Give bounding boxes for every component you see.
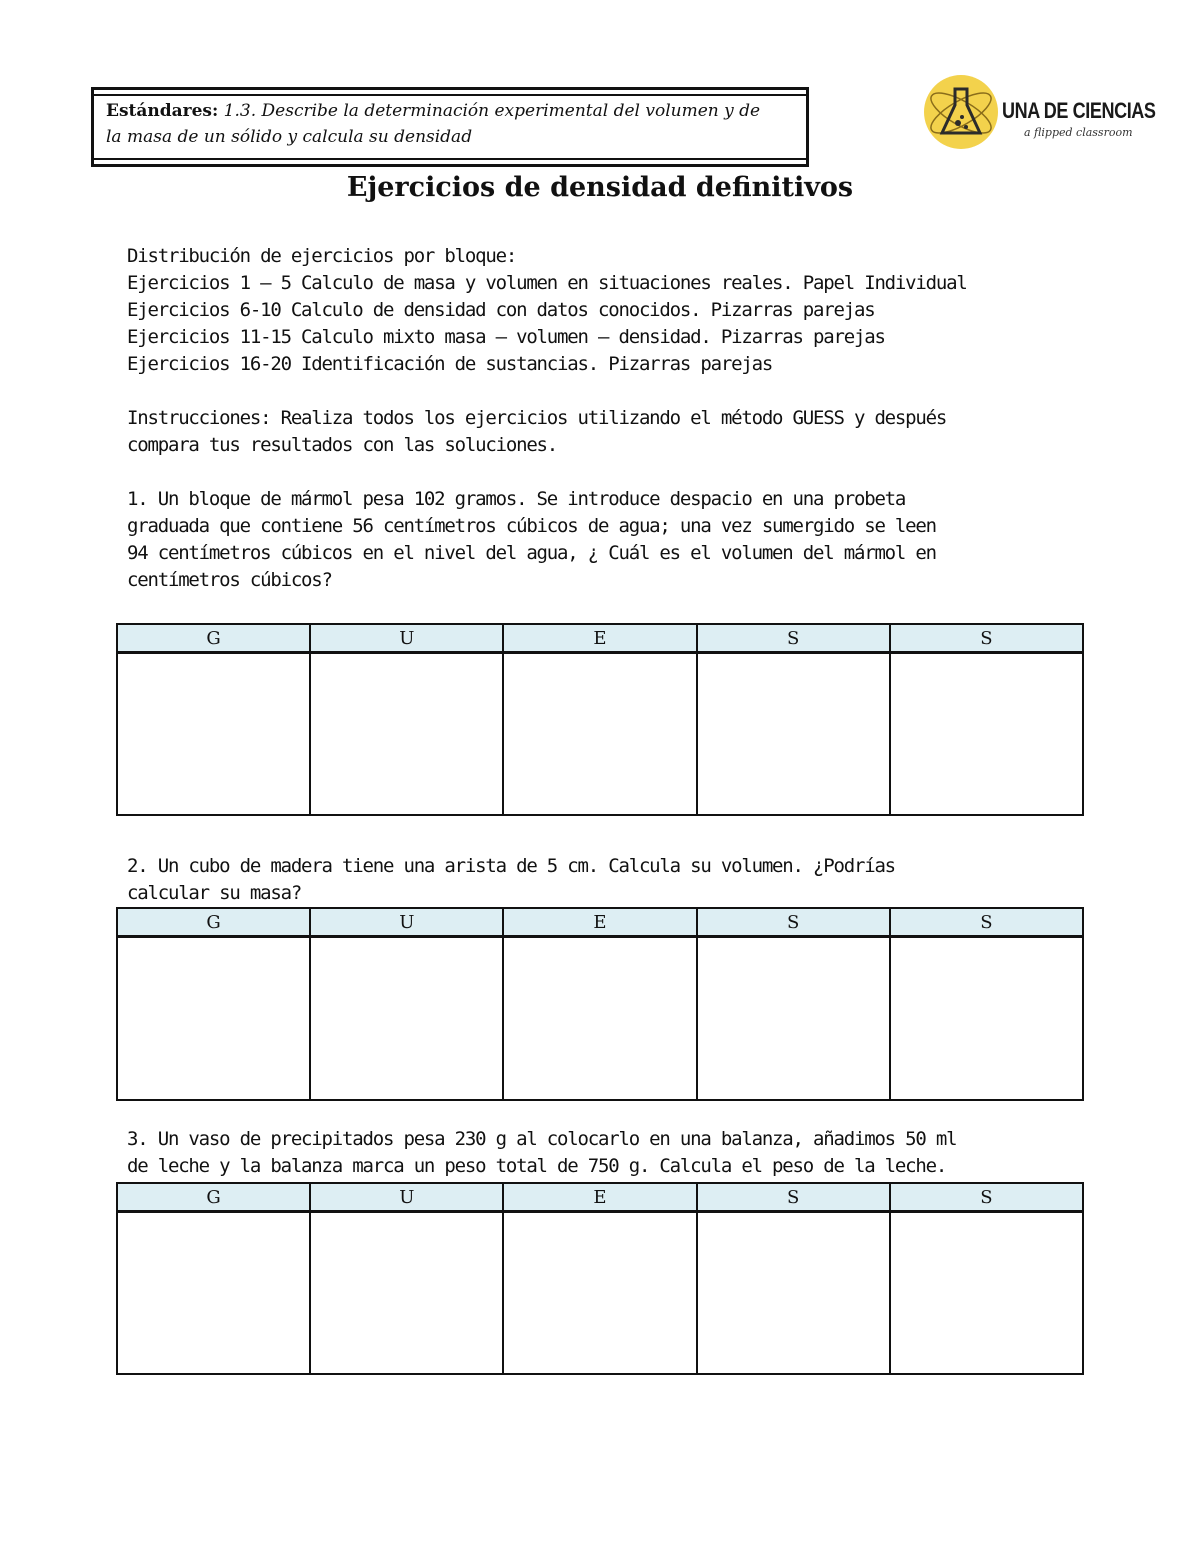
guess-cell[interactable] [697,653,890,815]
guess-header-s2: S [890,1183,1083,1212]
guess-cell[interactable] [117,937,310,1100]
logo-name: UNA DE CIENCIAS [1002,98,1156,123]
guess-header-u: U [310,1183,503,1212]
exercise-line: 2. Un cubo de madera tiene una arista de 5 cm. Calcula su volumen. ¿Podrías [127,855,895,877]
standards-text-1: 1.3. Describe la determinación experimental del volumen y de [218,101,761,121]
exercise-line: 3. Un vaso de precipitados pesa 230 g al colocarlo en una balanza, añadimos 50 ml [127,1128,957,1150]
exercise-line: 1. Un bloque de mármol pesa 102 gramos. Se introduce despacio en una probeta [127,488,906,510]
guess-header-s1: S [697,624,890,653]
guess-header-s2: S [890,908,1083,937]
exercise-1-text [127,486,1087,594]
instructions-line: Instrucciones: Realiza todos los ejercicios utilizando el método GUESS y después [127,407,947,429]
guess-cell[interactable] [310,1212,503,1374]
guess-header-u: U [310,908,503,937]
distribution-line: Ejercicios 16-20 Identificación de sustancias. Pizarras parejas [127,353,773,375]
exercise-2-text [127,853,1087,907]
guess-table-3 [116,1182,1084,1375]
guess-header-e: E [503,908,696,937]
logo-tagline: a flipped classroom [1024,126,1133,139]
standards-line-2: la masa de un sólido y calcula su densidad [106,127,473,147]
distribution-block [127,243,1087,378]
exercise-line: 94 centímetros cúbicos en el nivel del agua, ¿ Cuál es el volumen del mármol en [127,542,936,564]
guess-table-2 [116,907,1084,1101]
guess-header-s1: S [697,1183,890,1212]
exercise-3-text [127,1126,1087,1180]
distribution-line: Ejercicios 11-15 Calculo mixto masa – volumen – densidad. Pizarras parejas [127,326,885,348]
guess-header-e: E [503,624,696,653]
distribution-line: Ejercicios 1 – 5 Calculo de masa y volumen en situaciones reales. Papel Individual [127,272,967,294]
guess-cell[interactable] [503,937,696,1100]
guess-header-s2: S [890,624,1083,653]
distribution-line: Ejercicios 6-10 Calculo de densidad con datos conocidos. Pizarras parejas [127,299,875,321]
guess-header-u: U [310,624,503,653]
instructions-block [127,405,1087,459]
exercise-line: centímetros cúbicos? [127,569,332,591]
guess-cell[interactable] [697,937,890,1100]
guess-cell[interactable] [117,653,310,815]
guess-cell[interactable] [310,653,503,815]
exercise-line: de leche y la balanza marca un peso total de 750 g. Calcula el peso de la leche. [127,1155,947,1177]
guess-cell[interactable] [310,937,503,1100]
guess-header-g: G [117,624,310,653]
logo [924,72,1156,152]
standards-box [91,87,809,167]
exercise-line: calcular su masa? [127,882,302,904]
guess-cell[interactable] [697,1212,890,1374]
exercise-line: graduada que contiene 56 centímetros cúbicos de agua; una vez sumergido se leen [127,515,936,537]
guess-cell[interactable] [890,1212,1083,1374]
guess-table-1 [116,623,1084,816]
guess-header-g: G [117,1183,310,1212]
guess-cell[interactable] [890,653,1083,815]
standards-label: Estándares: [106,101,219,121]
guess-header-e: E [503,1183,696,1212]
guess-cell[interactable] [503,653,696,815]
page-title: Ejercicios de densidad definitivos [346,172,854,203]
instructions-line: compara tus resultados con las soluciones. [127,434,558,456]
standards-line-1 [106,98,806,124]
guess-cell[interactable] [117,1212,310,1374]
guess-cell[interactable] [503,1212,696,1374]
guess-header-g: G [117,908,310,937]
flask-logo-icon [924,75,998,149]
guess-header-s1: S [697,908,890,937]
guess-cell[interactable] [890,937,1083,1100]
distribution-line: Distribución de ejercicios por bloque: [127,245,517,267]
